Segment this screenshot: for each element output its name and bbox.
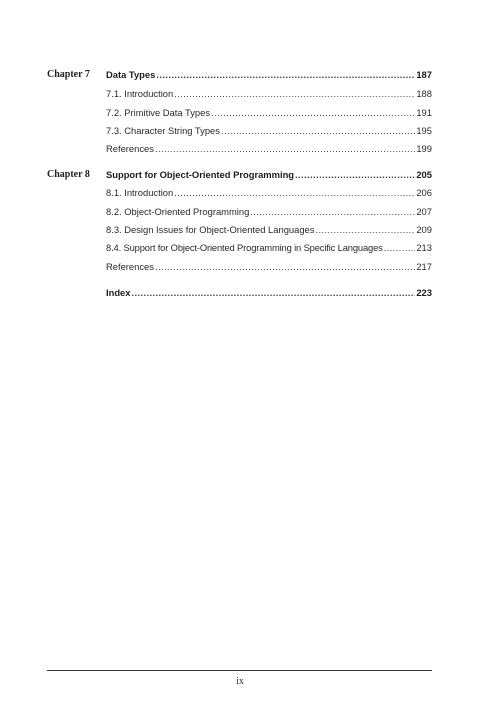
- entry-title: 8.2. Object-Oriented Programming: [106, 206, 250, 217]
- toc-row: [47, 241, 432, 254]
- entry-title: 8.3. Design Issues for Object-Oriented Languages: [106, 224, 315, 235]
- dot-leader: [315, 223, 415, 236]
- entry-page: 191: [416, 107, 432, 118]
- dot-leader: [174, 186, 415, 199]
- toc-entry[interactable]: [106, 124, 432, 137]
- entry-title: Index: [106, 287, 131, 298]
- chapter-label: Chapter 8: [47, 169, 90, 180]
- dot-leader: [211, 106, 415, 119]
- entry-title: 7.1. Introduction: [106, 88, 174, 99]
- toc-entry[interactable]: [106, 286, 432, 299]
- toc-row: [47, 205, 432, 218]
- dot-leader: [156, 68, 415, 81]
- entry-title: 7.3. Character String Types: [106, 125, 220, 136]
- toc-entry[interactable]: [106, 106, 432, 119]
- toc-entry[interactable]: [106, 205, 432, 218]
- toc-row: [47, 87, 432, 100]
- toc-row: [47, 260, 432, 273]
- entry-page: 213: [416, 242, 432, 253]
- entry-page: 205: [416, 169, 432, 180]
- entry-title: 7.2. Primitive Data Types: [106, 107, 211, 118]
- toc-entry[interactable]: [106, 87, 432, 100]
- entry-title: References: [106, 143, 154, 154]
- dot-leader: [384, 241, 416, 254]
- chapter-label: Chapter 7: [47, 69, 90, 80]
- dot-leader: [221, 124, 415, 137]
- entry-page: 207: [416, 206, 432, 217]
- toc-entry[interactable]: [106, 223, 432, 236]
- entry-title: Support for Object-Oriented Programming: [106, 169, 295, 180]
- dot-leader: [155, 142, 415, 155]
- entry-title: Data Types: [106, 69, 156, 80]
- toc-entry[interactable]: [106, 241, 432, 254]
- toc-entry[interactable]: [106, 186, 432, 199]
- entry-page: 206: [416, 187, 432, 198]
- chapter-heading-row: [47, 168, 432, 181]
- index-row: [47, 286, 432, 299]
- footer-rule: [47, 670, 432, 671]
- dot-leader: [132, 286, 416, 299]
- toc-row: [47, 106, 432, 119]
- toc-entry[interactable]: [106, 142, 432, 155]
- entry-page: 188: [416, 88, 432, 99]
- entry-page: 217: [416, 261, 432, 272]
- toc-row: [47, 124, 432, 137]
- toc-row: [47, 186, 432, 199]
- chapter-heading-row: [47, 68, 432, 81]
- entry-page: 223: [416, 287, 432, 298]
- entry-title: 8.4. Support for Object-Oriented Programming in Specific Languages: [106, 242, 383, 253]
- dot-leader: [155, 260, 415, 273]
- dot-leader: [174, 87, 415, 100]
- dot-leader: [295, 168, 415, 181]
- toc-entry[interactable]: [106, 260, 432, 273]
- toc-row: [47, 142, 432, 155]
- entry-page: 209: [416, 224, 432, 235]
- entry-page: 187: [416, 69, 432, 80]
- entry-page: 195: [416, 125, 432, 136]
- entry-title: References: [106, 261, 154, 272]
- toc-entry[interactable]: [106, 68, 432, 81]
- toc-entry[interactable]: [106, 168, 432, 181]
- dot-leader: [250, 205, 415, 218]
- toc-row: [47, 223, 432, 236]
- page-number: ix: [236, 676, 244, 687]
- entry-page: 199: [416, 143, 432, 154]
- entry-title: 8.1. Introduction: [106, 187, 174, 198]
